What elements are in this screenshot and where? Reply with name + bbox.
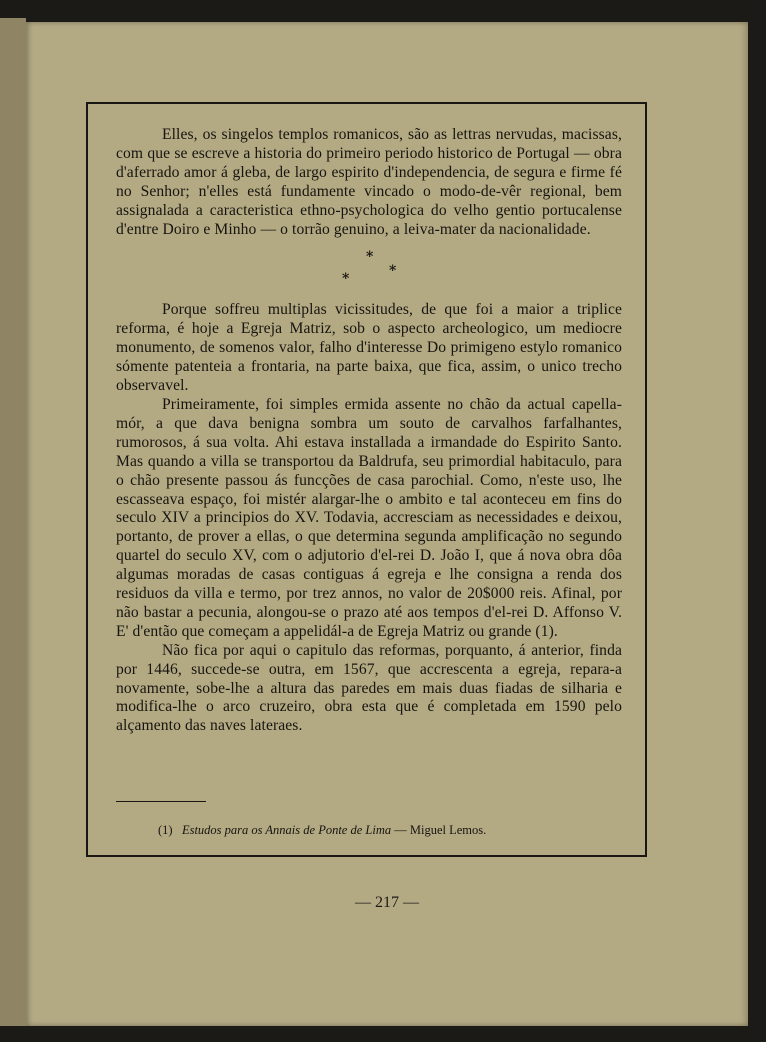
footnote-title: Estudos para os Annais de Ponte de Lima <box>181 823 392 837</box>
footnote-rule <box>116 801 206 802</box>
adjacent-page-edge <box>0 18 26 1026</box>
page-number: — 217 — <box>355 894 419 911</box>
asterism-star: * <box>389 263 397 280</box>
footnote-marker: (1) <box>158 823 173 837</box>
text-frame <box>86 102 647 857</box>
text-block <box>116 126 622 736</box>
paragraph-2: Porque soffreu multiplas vicissitudes, de que foi a maior a triplice reforma, é hoje a Egreja Matriz, sob o aspecto archeologico, um mediocre monumento, de somenos valor, falho d'interesse Do primigeno estylo romanico sómente patenteia a frontaria, na parte baixa, que fica, assim, o unico trecho observavel. <box>116 301 622 395</box>
paragraph-3: Primeiramente, foi simples ermida assente no chão da actual capella-mór, a que dava benigna sombra um souto de carvalhos farfalhantes, rumorosos, á sua volta. Ahi estava installada a irmandade do Espirito Santo. Mas quando a villa se transportou da Baldrufa, seu primordial habitaculo, para o chão presente passou ás funcções de casa parochial. Como, n'este uso, lhe escasseava espaço, foi mistér alargar-lhe o ambito e tal aconteceu em fins do seculo XIV a principios do XV. Todavia, accresciam as necessidades e deixou, portanto, de prover a ellas, o que determina segunda amplificação no segundo quartel do seculo XV, com o adjutorio d'el-rei D. João I, que á nova obra dôa algumas moradas de casas contiguas á egreja e lhe consigna a renda dos residuos da villa e termo, por trez annos, no valor de 20$000 reis. Afinal, por não bastar a pecunia, alongou-se o prazo até aos tempos d'el-rei D. Affonso V. E' d'então que começam a appelidál-a de Egreja Matriz ou grande (1). <box>116 395 622 640</box>
footnote-author: — Miguel Lemos. <box>394 823 487 837</box>
footnote <box>158 823 486 838</box>
asterism-divider <box>116 239 622 301</box>
asterism-star: * <box>342 271 350 288</box>
book-page <box>26 22 748 1026</box>
paragraph-1: Elles, os singelos templos romanicos, são as lettras nervudas, macissas, com que se escreve a historia do primeiro periodo historico de Portugal — obra d'aferrado amor á gleba, de largo espirito d'independencia, de segura e firme fé no Senhor; n'elles está fundamente vincado o modo-de-vêr regional, bem assignalada a caracteristica ethno-psychologica do velho gentio portucalense d'entre Doiro e Minho — o torrão genuino, a leiva-mater da nacionalidade. <box>116 126 622 238</box>
asterism-star: * <box>366 249 374 266</box>
paragraph-4: Não fica por aqui o capitulo das reformas, porquanto, á anterior, finda por 1446, succede-se outra, em 1567, que accrescenta a egreja, repara-a novamente, sobe-lhe a altura das paredes em mais duas fiadas de silharia e modifica-lhe o arco cruzeiro, obra esta que é completada em 1590 pelo alçamento das naves lateraes. <box>116 641 622 735</box>
